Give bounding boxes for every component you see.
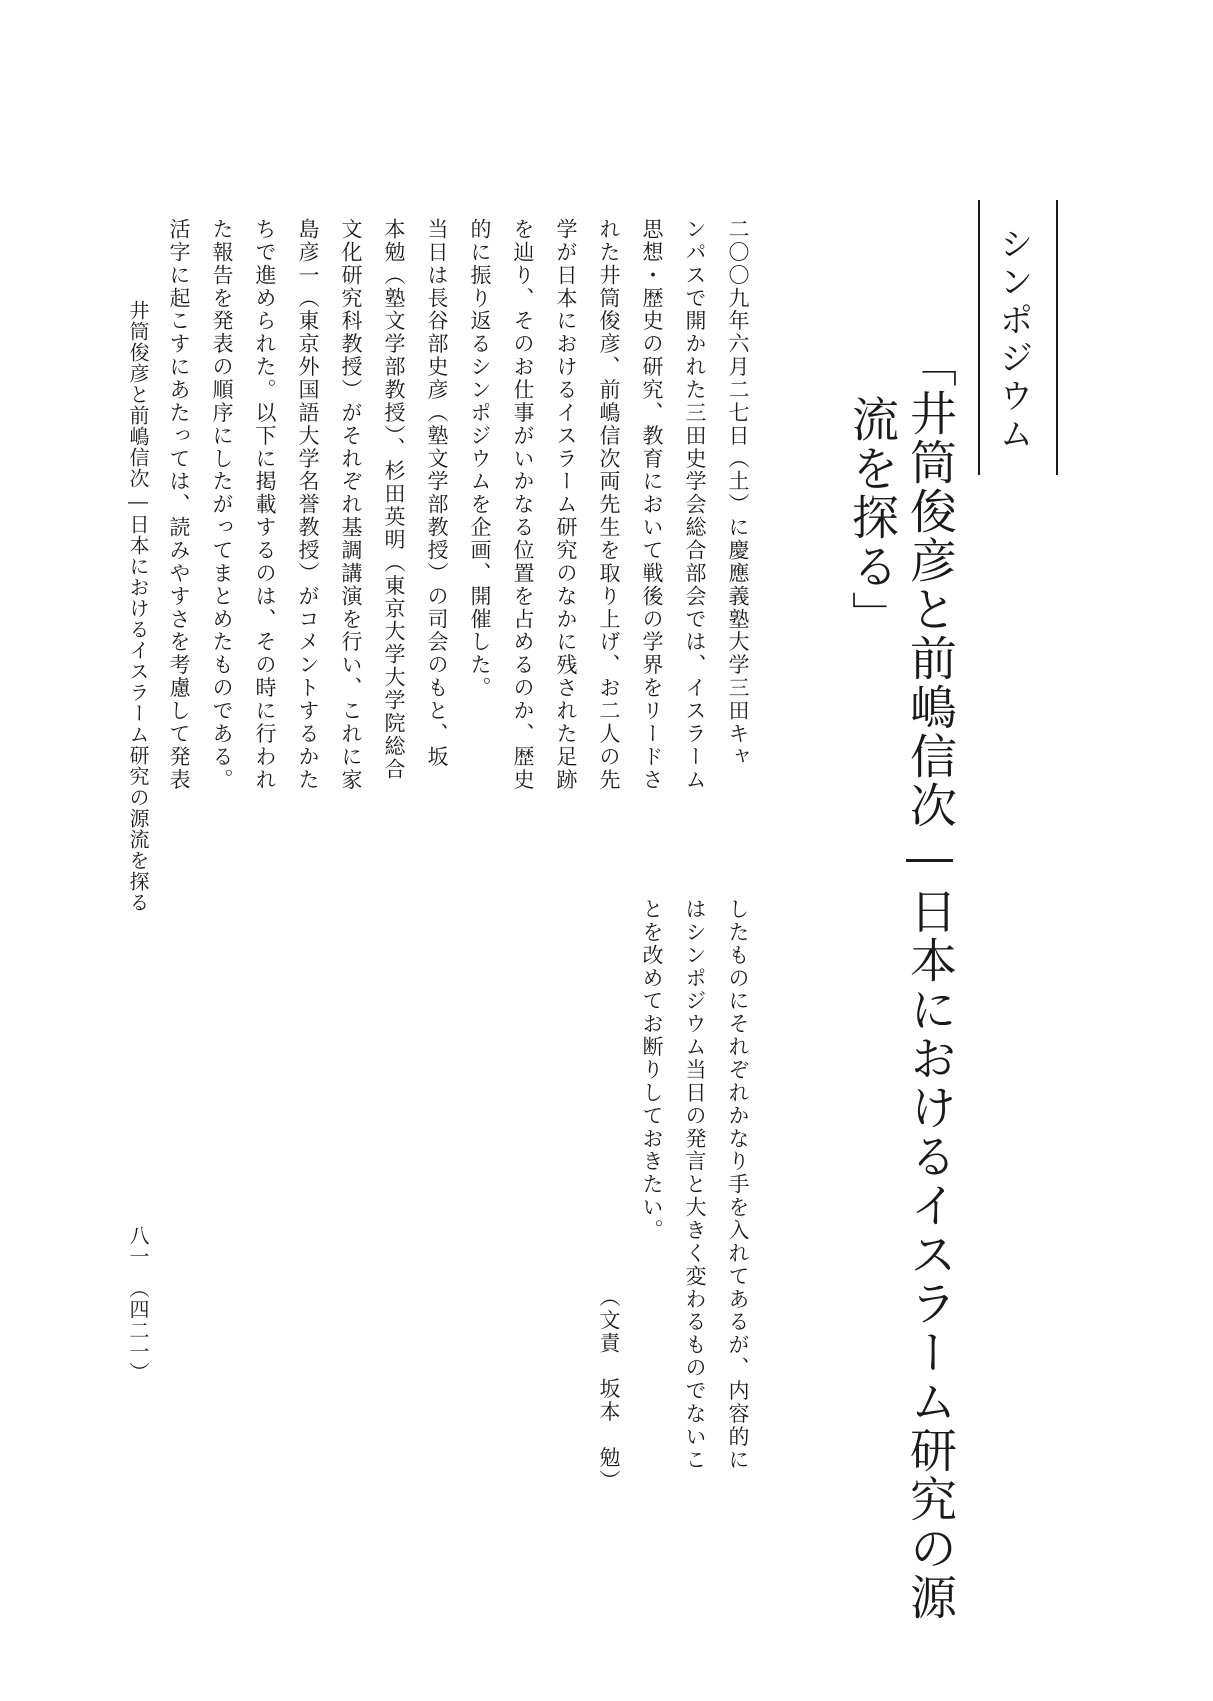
body-column: 二〇〇九年六月二七日（土）に慶應義塾大学三田キャ: [726, 218, 750, 769]
title-line-2: 流を探る」: [844, 395, 899, 640]
body-column: はシンポジウム当日の発言と大きく変わるものでないこ: [683, 898, 707, 1472]
page-number: 八一 （四二一）: [126, 1225, 150, 1383]
body-column: 島彦一（東京外国語大学名誉教授）がコメントするかた: [296, 218, 320, 792]
body-column: 文化研究科教授）がそれぞれ基調講演を行い、これに家: [339, 218, 363, 792]
body-column: 的に振り返るシンポジウムを企画、開催した。: [468, 218, 492, 700]
body-column: ンパスで開かれた三田史学会総合部会では、イスラーム: [683, 218, 707, 792]
author-signature: （文責 坂本 勉）: [597, 1286, 621, 1493]
body-column: ちで進められた。以下に掲載するのは、その時に行われ: [253, 218, 277, 792]
body-column: た報告を発表の順序にしたがってまとめたものである。: [210, 218, 234, 792]
body-column: れた井筒俊彦、前嶋信次両先生を取り上げ、お二人の先: [597, 218, 621, 792]
body-column: したものにそれぞれかなり手を入れてあるが、内容的に: [726, 898, 750, 1472]
body-column: 本勉（塾文学部教授）、杉田英明（東京大学大学院総合: [382, 218, 406, 781]
body-column: 思想・歴史の研究、教育において戦後の学界をリードさ: [640, 218, 664, 792]
body-column: とを改めてお断りしておきたい。: [640, 898, 664, 1242]
body-column: 活字に起こすにあたっては、読みやすさを考慮して発表: [167, 218, 191, 792]
title-line-1: 「井筒俊彦と前嶋信次―日本におけるイスラーム研究の源: [902, 340, 957, 1622]
section-label: シンポジウム: [993, 226, 1033, 454]
running-title: 井筒俊彦と前嶋信次―日本におけるイスラーム研究の源流を探る: [126, 300, 150, 913]
body-column: を辿り、そのお仕事がいかなる位置を占めるのか、歴史: [511, 218, 535, 792]
body-column: 学が日本におけるイスラーム研究のなかに残された足跡: [554, 218, 578, 792]
body-column: 当日は長谷部史彦（塾文学部教授）の司会のもと、坂: [425, 218, 449, 769]
